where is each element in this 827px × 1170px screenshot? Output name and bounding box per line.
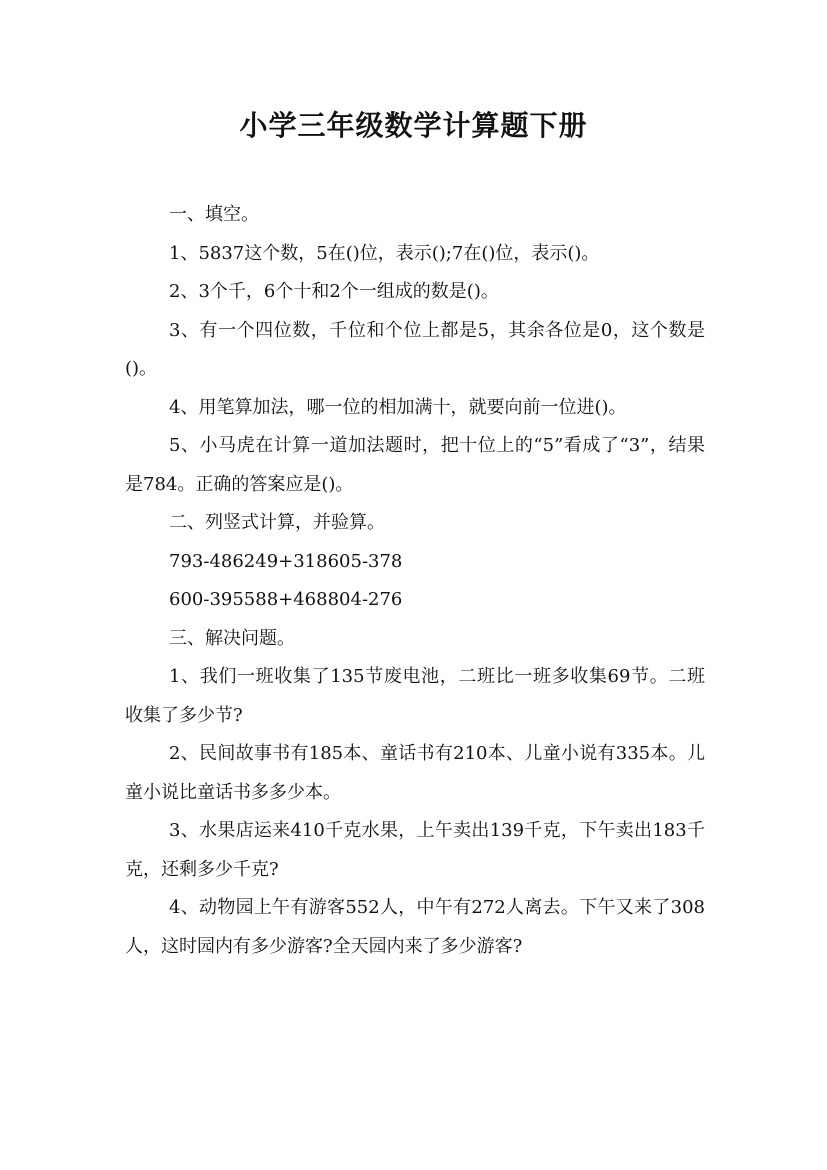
word-problem: 4、动物园上午有游客552人，中午有272人离去。下午又来了308人，这时园内有多少游客?全天园内来了多少游客? — [125, 897, 705, 957]
question-paragraph: 4、用笔算加法，哪一位的相加满十，就要向前一位进()。 — [169, 396, 627, 418]
question-paragraph: 3、有一个四位数，千位和个位上都是5，其余各位是0，这个数是()。 — [125, 319, 705, 379]
calculation-line: 793-486249+318605-378 — [169, 550, 403, 572]
section-heading-fill-in: 一、填空。 — [169, 204, 259, 225]
question-paragraph: 1、5837这个数，5在()位，表示();7在()位，表示()。 — [169, 242, 600, 264]
question-paragraph: 5、小马虎在计算一道加法题时，把十位上的“5”看成了“3”，结果是784。正确的答案应是()。 — [125, 435, 705, 495]
word-problem: 2、民间故事书有185本、童话书有210本、儿童小说有335本。儿童小说比童话书多多少本。 — [125, 743, 705, 803]
section-heading-problem-solving: 三、解决问题。 — [169, 627, 295, 649]
calculation-line: 600-395588+468804-276 — [169, 589, 403, 610]
question-paragraph: 2、3个千，6个十和2个一组成的数是()。 — [169, 281, 499, 302]
document-body — [125, 196, 705, 966]
page-title: 小学三年级数学计算题下册 — [239, 109, 588, 142]
word-problem: 1、我们一班收集了135节废电池，二班比一班多收集69节。二班收集了多少节? — [125, 666, 705, 726]
word-problem: 3、水果店运来410千克水果，上午卖出139千克，下午卖出183千克，还剩多少千克? — [125, 820, 705, 880]
section-heading-vertical-calculation: 二、列竖式计算，并验算。 — [169, 512, 385, 533]
